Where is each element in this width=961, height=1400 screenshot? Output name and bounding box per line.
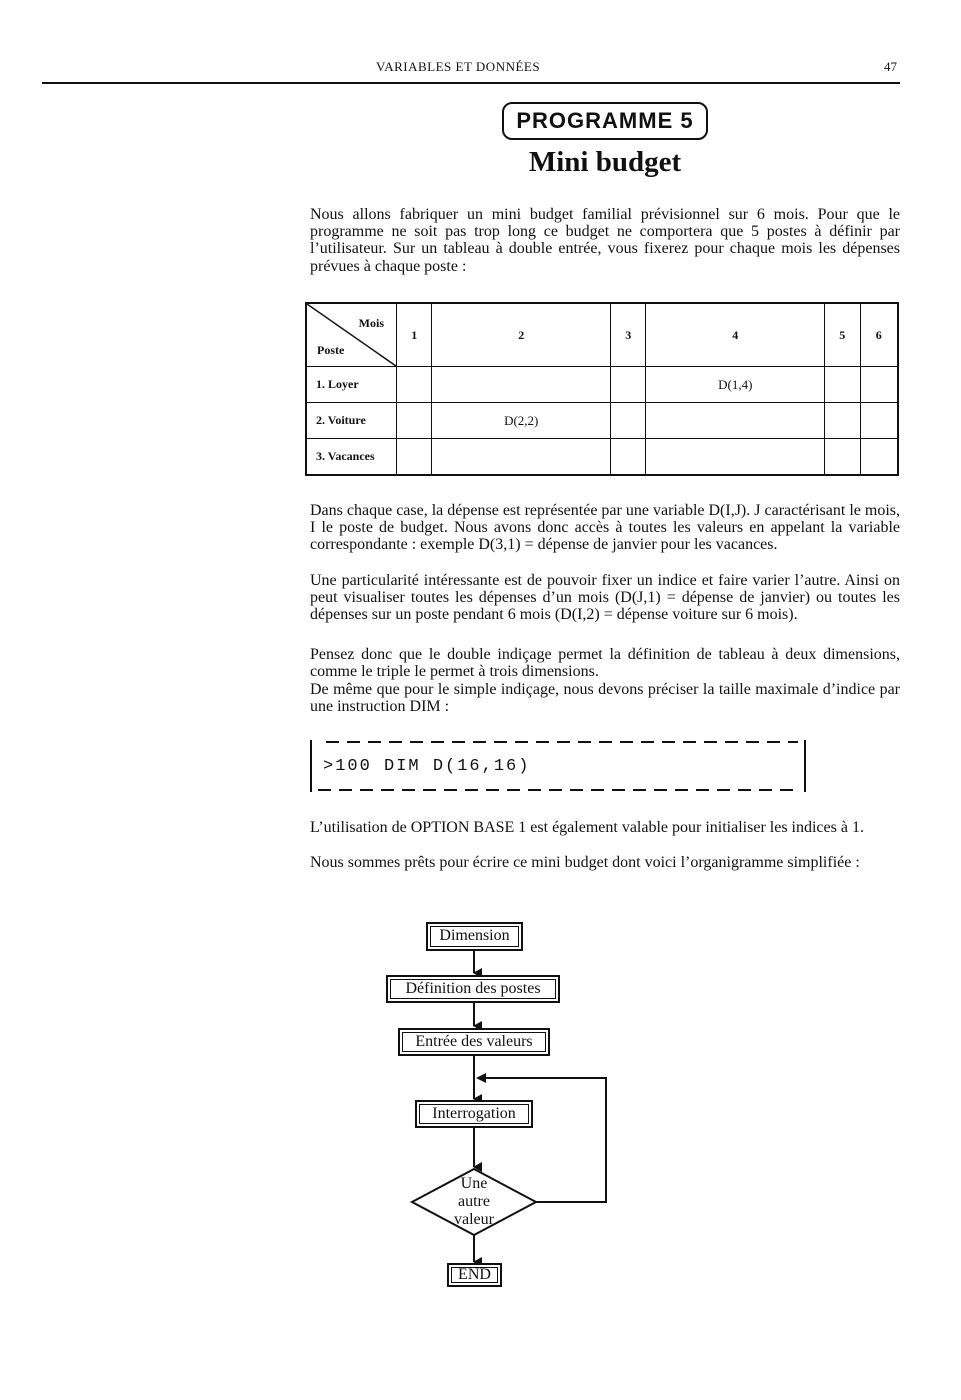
table-corner-cell <box>306 303 397 367</box>
table-cell: D(1,4) <box>646 367 825 403</box>
paragraph-dim-intro: De même que pour le simple indiçage, nous devons préciser la taille maximale d’indice par une instruction DIM : <box>310 681 900 716</box>
table-cell <box>397 403 432 439</box>
table-cell <box>646 403 825 439</box>
month-header: 5 <box>825 303 860 367</box>
flow-label: Dimension <box>439 927 510 944</box>
flow-box-interrogation <box>415 1100 533 1128</box>
row-label: 2. Voiture <box>306 403 397 439</box>
header-rule <box>42 82 900 84</box>
table-cell <box>432 439 611 476</box>
table-cell <box>611 367 646 403</box>
paragraph-option-base: L’utilisation de OPTION BASE 1 est également valable pour initialiser les indices à 1. <box>310 819 864 836</box>
table-row <box>306 403 898 439</box>
corner-poste-label: Poste <box>317 343 345 357</box>
row-label: 1. Loyer <box>306 367 397 403</box>
table-row <box>306 367 898 403</box>
table-cell <box>825 403 860 439</box>
flow-box-end <box>447 1263 502 1287</box>
table-cell <box>860 439 898 476</box>
row-label: 3. Vacances <box>306 439 397 476</box>
decision-line: Une <box>460 1175 488 1192</box>
table-cell <box>646 439 825 476</box>
flow-label: Entrée des valeurs <box>415 1033 533 1050</box>
table-cell <box>825 367 860 403</box>
paragraph-variable-explanation: Dans chaque case, la dépense est représentée par une variable D(I,J). J caractérisant le mois, I le poste de budget. Nous avons donc accès à toutes les valeurs en appelant la variable correspondante : exemple D(3,1) = dépense de janvier pour les vacances. <box>310 502 900 554</box>
paragraph-flowchart-intro: Nous sommes prêts pour écrire ce mini budget dont voici l’organigramme simplifiée : <box>310 854 860 871</box>
flow-decision <box>434 1175 514 1229</box>
paragraph-double-index: Pensez donc que le double indiçage permet la définition de tableau à deux dimensions, comme le triple le permet à trois dimensions. <box>310 646 900 681</box>
flow-box-definition <box>386 975 560 1003</box>
decision-line: autre <box>458 1193 490 1210</box>
table-cell <box>825 439 860 476</box>
table-row <box>306 439 898 476</box>
table-cell <box>397 439 432 476</box>
corner-mois-label: Mois <box>358 316 384 330</box>
table-cell <box>860 403 898 439</box>
month-header: 4 <box>646 303 825 367</box>
paragraph-index-variation: Une particularité intéressante est de pouvoir fixer un indice et faire varier l’autre. Ainsi on peut visualiser toutes les dépenses d’un mois (D(J,1) = dépense de janvier) ou toutes les dépenses sur un poste pendant 6 mois (D(I,2) = dépense voiture sur 6 mois). <box>310 572 900 624</box>
page-number: 47 <box>884 59 897 74</box>
flow-label: Interrogation <box>432 1105 516 1122</box>
program-badge: PROGRAMME 5 <box>502 102 708 140</box>
budget-table <box>305 302 899 476</box>
page-title: Mini budget <box>528 146 682 178</box>
flow-label: Définition des postes <box>405 980 541 997</box>
table-header-row <box>306 303 898 367</box>
running-title: VARIABLES ET DONNÉES <box>376 59 541 74</box>
table-cell <box>432 367 611 403</box>
table-cell <box>860 367 898 403</box>
decision-line: valeur <box>454 1211 494 1228</box>
table-cell <box>611 403 646 439</box>
month-header: 1 <box>397 303 432 367</box>
intro-paragraph: Nous allons fabriquer un mini budget familial prévisionnel sur 6 mois. Pour que le programme ne soit pas trop long ce budget ne comportera que 5 postes à définir par l’utilisateur. Sur un tableau à double entrée, vous fixerez pour chaque mois les dépenses prévues à chaque poste : <box>310 206 900 275</box>
table-cell <box>397 367 432 403</box>
flow-label: END <box>458 1266 491 1283</box>
code-line: >100 DIM D(16,16) <box>323 757 531 776</box>
table-cell <box>611 439 646 476</box>
flow-box-dimension <box>426 922 523 951</box>
table-cell: D(2,2) <box>432 403 611 439</box>
month-header: 6 <box>860 303 898 367</box>
month-header: 2 <box>432 303 611 367</box>
month-header: 3 <box>611 303 646 367</box>
flow-box-entree <box>398 1028 550 1056</box>
